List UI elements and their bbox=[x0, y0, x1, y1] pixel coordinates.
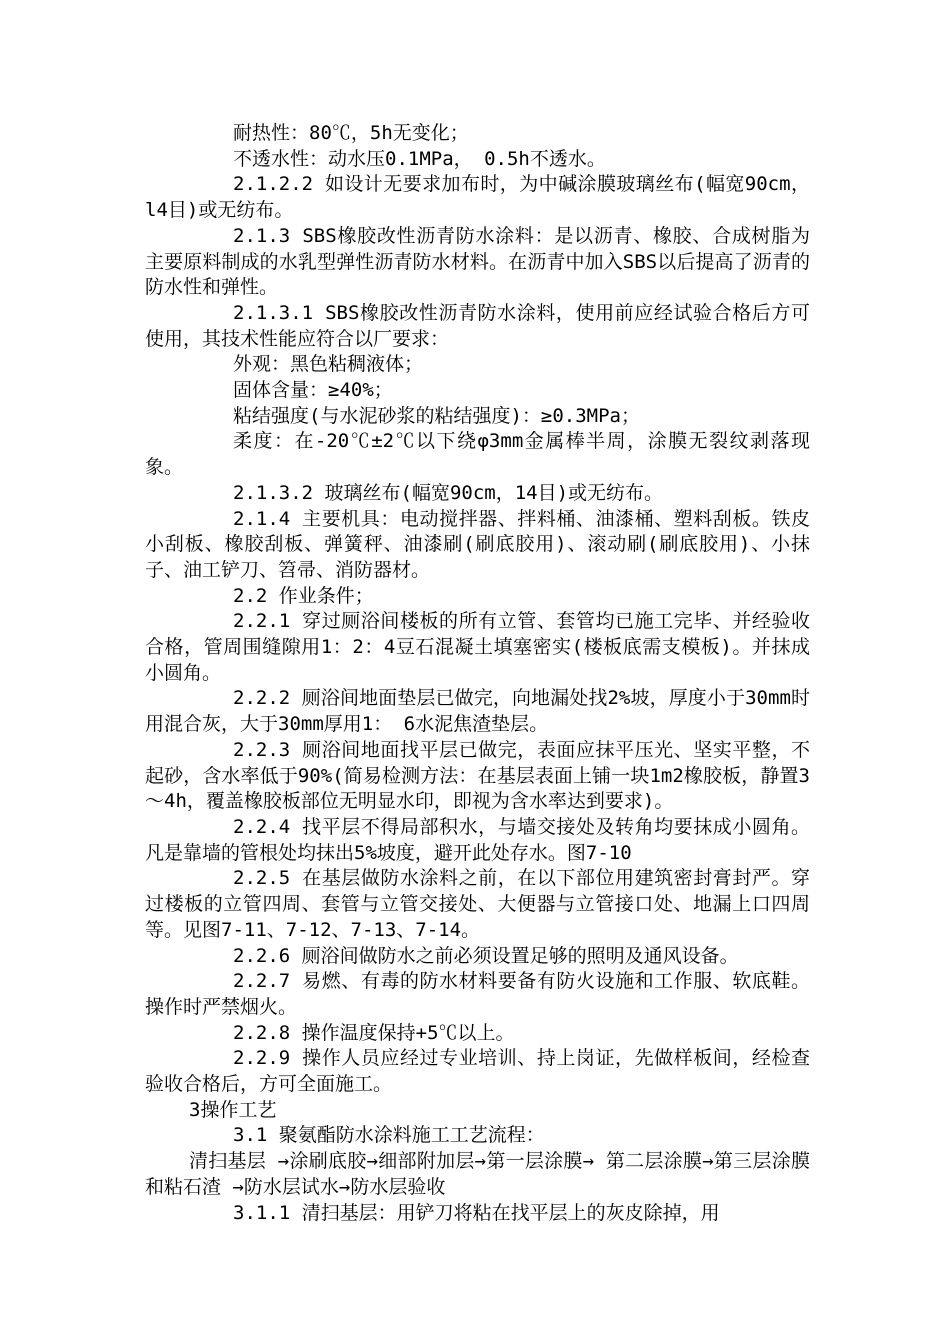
paragraph: 2.2.6 厕浴间做防水之前必须设置足够的照明及通风设备。 bbox=[233, 944, 739, 967]
paragraph: 2.2.7 易燃、有毒的防水材料要备有防火设施和工作服、软底鞋。操作时严禁烟火。 bbox=[145, 970, 810, 1018]
paragraph: 3操作工艺 bbox=[189, 1098, 277, 1121]
paragraph: 清扫基层 →涂刷底胶→细部附加层→第一层涂膜→ 第二层涂膜→第三层涂膜和粘石渣 →防水层试水→防水层验收 bbox=[145, 1150, 810, 1198]
paragraph: 柔度：在-20℃±2℃以下绕φ3mm金属棒半周，涂膜无裂纹剥落现象。 bbox=[145, 430, 810, 479]
paragraph: 3.1 聚氨酯防水涂料施工工艺流程： bbox=[233, 1124, 545, 1147]
document-body bbox=[145, 121, 810, 1226]
paragraph: 2.2.9 操作人员应经过专业培训、持上岗证，先做样板间，经检查验收合格后，方可全面施工。 bbox=[145, 1047, 810, 1096]
paragraph: 2.1.3.1 SBS橡胶改性沥青防水涂料，使用前应经试验合格后方可使用，其技术性能应符合以厂要求： bbox=[145, 301, 810, 350]
paragraph: 不透水性：动水压0.1MPa， 0.5h不透水。 bbox=[233, 147, 606, 170]
paragraph: 2.2.3 厕浴间地面找平层已做完，表面应抹平压光、坚实平整，不起砂，含水率低于90%(简易检测方法：在基层表面上铺一块1m2橡胶板，静置3～4h，覆盖橡胶板部位无明显水印，即视为含水率达到要求)。 bbox=[145, 738, 810, 813]
paragraph: 2.1.2.2 如设计无要求加布时，为中碱涂膜玻璃丝布(幅宽90cm，l4目)或无纺布。 bbox=[145, 173, 810, 222]
paragraph: 2.1.3.2 玻璃丝布(幅宽90cm，14目)或无纺布。 bbox=[233, 481, 664, 504]
paragraph: 2.1.4 主要机具：电动搅拌器、拌料桶、油漆桶、塑料刮板。铁皮小刮板、橡胶刮板、弹簧秤、油漆刷(刷底胶用)、滚动刷(刷底胶用)、小抹子、油工铲刀、笤帚、消防器材。 bbox=[145, 507, 810, 581]
paragraph: 固体含量：≥40%； bbox=[233, 379, 393, 402]
paragraph: 2.2.5 在基层做防水涂料之前，在以下部位用建筑密封膏封严。穿过楼板的立管四周、套管与立管交接处、大便器与立管接口处、地漏上口四周等。见图7-11、7-12、7-13、7-14。 bbox=[145, 867, 810, 941]
paragraph: 2.2.8 操作温度保持+5℃以上。 bbox=[233, 1021, 515, 1044]
paragraph: 2.2 作业条件； bbox=[233, 584, 374, 607]
paragraph: 3.1.1 清扫基层：用铲刀将粘在找平层上的灰皮除掉，用 bbox=[233, 1201, 720, 1224]
paragraph: 外观：黑色粘稠液体； bbox=[233, 353, 424, 376]
paragraph: 2.1.3 SBS橡胶改性沥青防水涂料：是以沥青、橡胶、合成树脂为主要原料制成的水乳型弹性沥青防水材料。在沥青中加入SBS以后提高了沥青的防水性和弹性。 bbox=[145, 224, 810, 299]
paragraph: 2.2.1 穿过厕浴间楼板的所有立管、套管均已施工完毕、并经验收合格，管周围缝隙用1：2：4豆石混凝土填塞密实(楼板底需支模板)。并抹成小圆角。 bbox=[145, 610, 810, 684]
paragraph: 2.2.2 厕浴间地面垫层已做完，向地漏处找2%坡，厚度小于30mm时用混合灰，大于30mm厚用1： 6水泥焦渣垫层。 bbox=[145, 687, 810, 736]
paragraph: 耐热性：80℃，5h无变化； bbox=[233, 122, 469, 144]
paragraph: 粘结强度(与水泥砂浆的粘结强度)：≥0.3MPa； bbox=[233, 404, 640, 427]
paragraph: 2.2.4 找平层不得局部积水，与墙交接处及转角均要抹成小圆角。凡是靠墙的管根处均抹出5%坡度，避开此处存水。图7-10 bbox=[145, 815, 810, 864]
